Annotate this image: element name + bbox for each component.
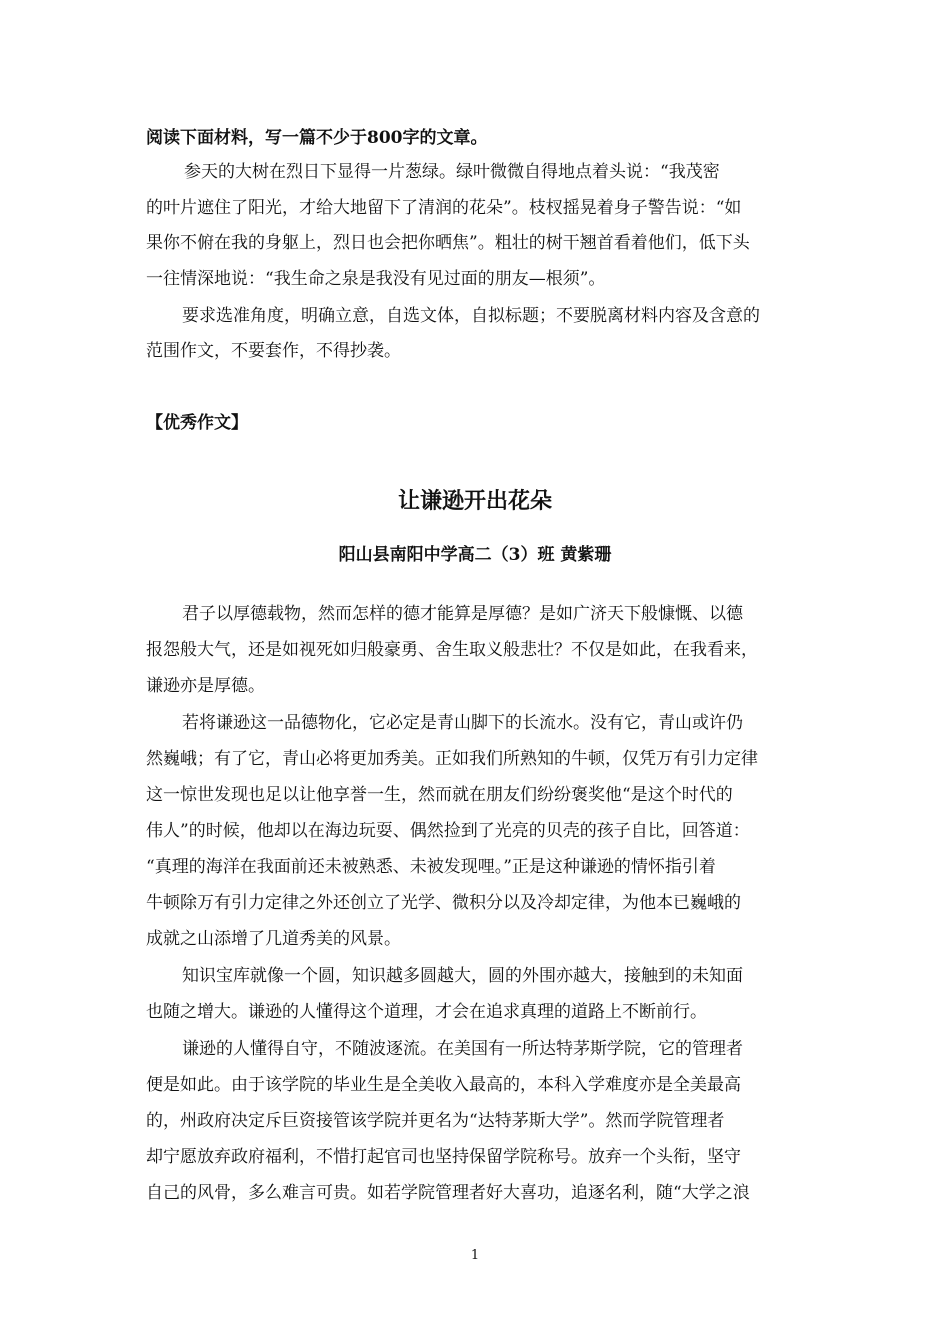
essay-line: 成就之山添增了几道秀美的风景。	[146, 929, 401, 949]
essay-line: 谦逊的人懂得自守，不随波逐流。在美国有一所达特茅斯学院，它的管理者	[182, 1039, 743, 1059]
essay-line: 伟人”的时候，他却以在海边玩耍、偶然捡到了光亮的贝壳的孩子自比，回答道：	[146, 821, 750, 841]
essay-line: 君子以厚德载物，然而怎样的德才能算是厚德？是如广济天下般慷慨、以德	[182, 604, 743, 624]
essay-line: 报怨般大气，还是如视死如归般豪勇、舍生取义般悲壮？不仅是如此，在我看来，	[146, 640, 758, 660]
essay-line: 若将谦逊这一品德物化，它必定是青山脚下的长流水。没有它，青山或许仍	[182, 713, 743, 733]
material-line: 一往情深地说：“我生命之泉是我没有见过面的朋友—根须”。	[146, 269, 606, 289]
essay-line: 却宁愿放弃政府福利，不惜打起官司也坚持保留学院称号。放弃一个头衔，坚守	[146, 1147, 741, 1167]
essay-line: 牛顿除万有引力定律之外还创立了光学、微积分以及冷却定律，为他本已巍峨的	[146, 893, 741, 913]
essay-line: 自己的风骨，多么难言可贵。如若学院管理者好大喜功，追逐名利，随“大学之浪	[146, 1183, 750, 1203]
section-label: 【优秀作文】	[146, 413, 248, 433]
material-line: 参天的大树在烈日下显得一片葱绿。绿叶微微自得地点着头说：“我茂密	[184, 162, 720, 182]
essay-title: 让谦逊开出花朵	[397, 488, 552, 514]
material-line: 的叶片遮住了阳光，才给大地留下了清润的花朵”。枝杈摇晃着身子警告说：“如	[146, 198, 742, 218]
requirement-line: 范围作文，不要套作，不得抄袭。	[146, 341, 401, 361]
essay-line: 的，州政府决定斥巨资接管该学院并更名为“达特茅斯大学”。然而学院管理者	[146, 1111, 725, 1131]
material-line: 果你不俯在我的身躯上，烈日也会把你晒焦”。粗壮的树干翘首看着他们，低下头	[146, 233, 750, 253]
essay-line: 谦逊亦是厚德。	[146, 676, 265, 696]
essay-line: 然巍峨；有了它，青山必将更加秀美。正如我们所熟知的牛顿，仅凭万有引力定律	[146, 749, 758, 769]
essay-line: “真理的海洋在我面前还未被熟悉、未被发现哩。”正是这种谦逊的情怀指引着	[146, 857, 716, 877]
essay-author: 阳山县南阳中学高二（3）班 黄紫珊	[338, 545, 612, 565]
essay-line: 也随之增大。谦逊的人懂得这个道理，才会在追求真理的道路上不断前行。	[146, 1002, 707, 1022]
essay-line: 这一惊世发现也足以让他享誉一生，然而就在朋友们纷纷褒奖他“是这个时代的	[146, 785, 733, 805]
essay-line: 知识宝库就像一个圆，知识越多圆越大，圆的外围亦越大，接触到的未知面	[182, 966, 743, 986]
page-number: 1	[470, 1248, 480, 1263]
requirement-line: 要求选准角度，明确立意，自选文体，自拟标题；不要脱离材料内容及含意的	[182, 306, 760, 326]
essay-line: 便是如此。由于该学院的毕业生是全美收入最高的，本科入学难度亦是全美最高	[146, 1075, 741, 1095]
prompt-heading: 阅读下面材料，写一篇不少于800字的文章。	[146, 128, 488, 148]
